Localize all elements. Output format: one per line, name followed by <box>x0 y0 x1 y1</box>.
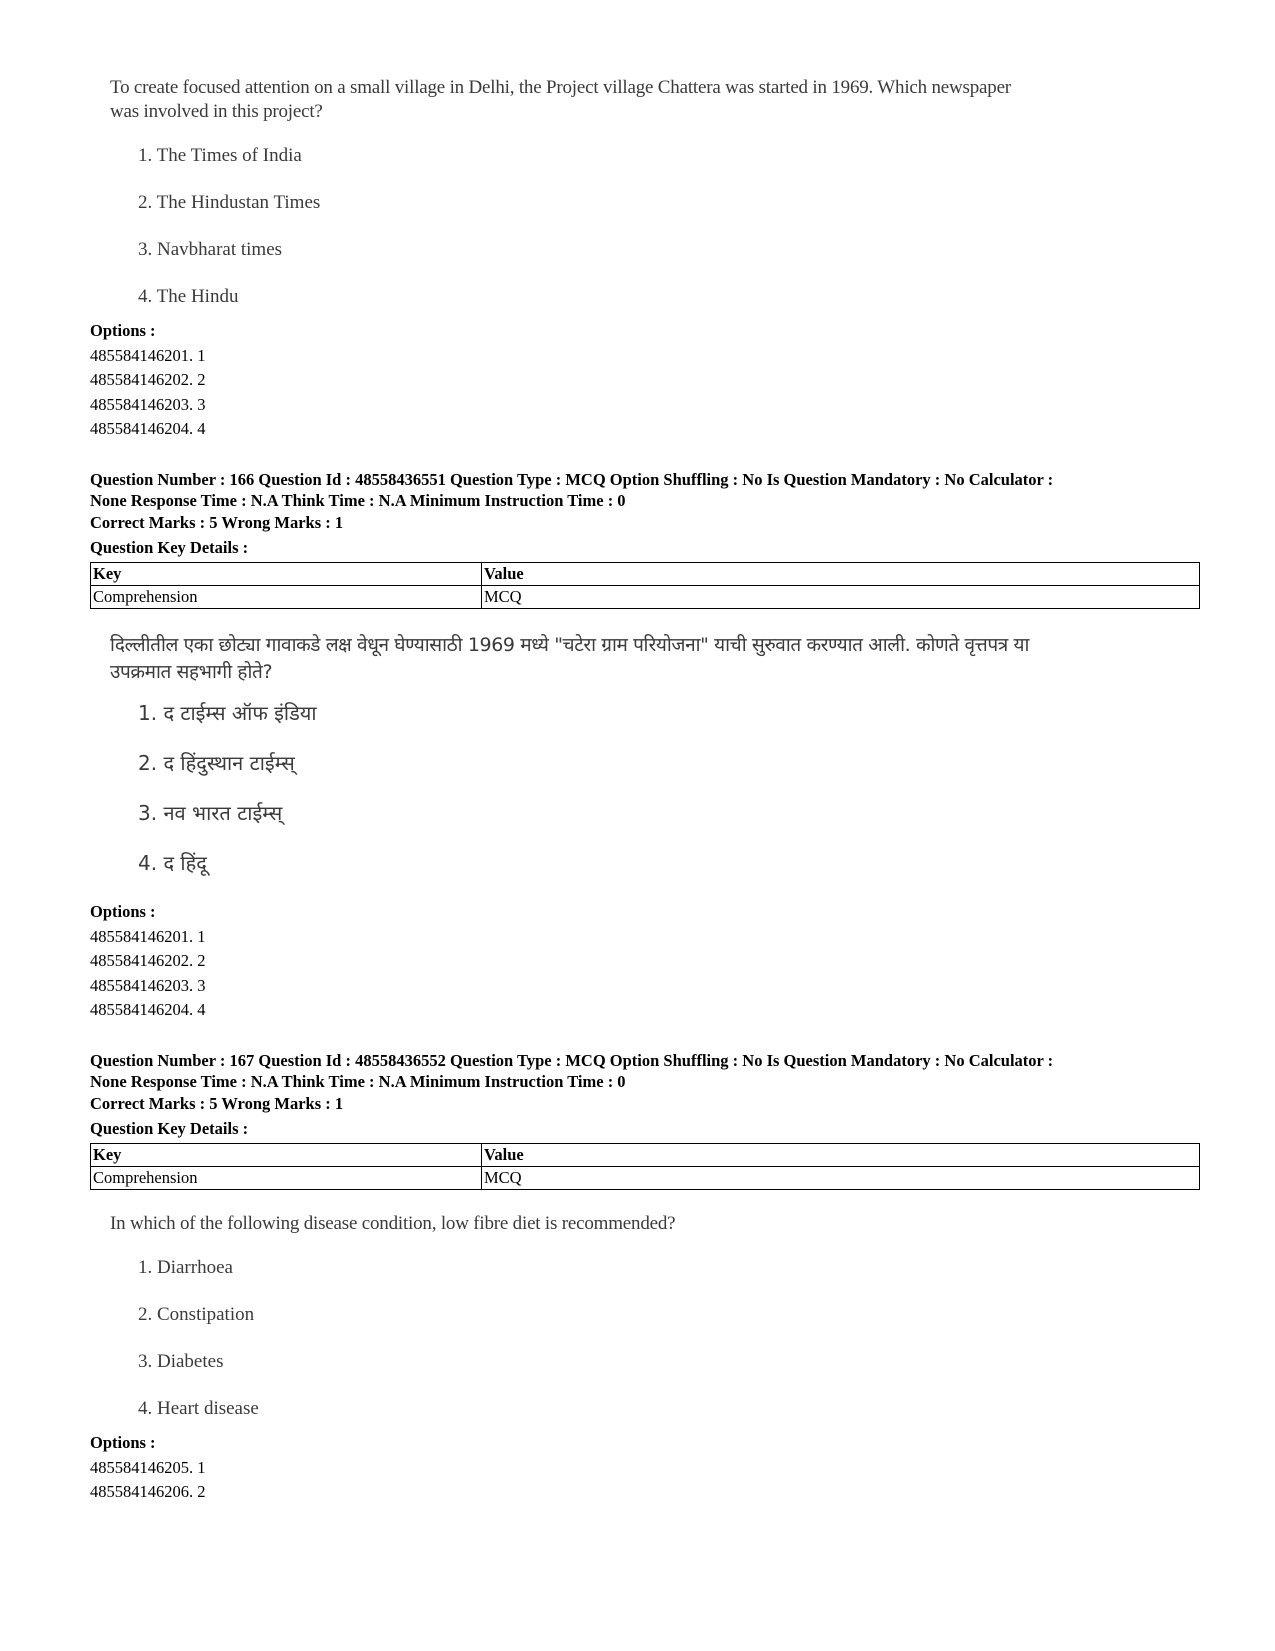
value-cell: MCQ <box>482 586 1200 609</box>
key-details-table <box>90 1143 1200 1190</box>
key-cell: Comprehension <box>91 1167 482 1190</box>
options-label: Options : <box>90 902 156 921</box>
question-option: 2. The Hindustan Times <box>138 192 321 213</box>
option-id: 485584146206. 2 <box>90 1482 206 1501</box>
option-id: 485584146201. 1 <box>90 345 206 365</box>
options-list <box>90 1431 1200 1505</box>
question-option: 1. The Times of India <box>138 145 302 166</box>
marks-line: Correct Marks : 5 Wrong Marks : 1 <box>90 1094 344 1113</box>
question-image-mr <box>110 632 1040 888</box>
key-details-label: Question Key Details : <box>90 537 249 557</box>
question-text: दिल्लीतील एका छोट्या गावाकडे लक्ष वेधून घेण्यासाठी 1969 मध्ये "चटेरा ग्राम परियोजना" याची सुरुवात करण्यात आली. कोणते वृत्तपत्र या उपक्रमात सहभागी होते? <box>110 634 1030 683</box>
question-option: 1. द टाईम्स ऑफ इंडिया <box>138 701 317 725</box>
question-option: 4. The Hindu <box>138 286 239 307</box>
option-id: 485584146204. 4 <box>90 1000 206 1019</box>
option-id: 485584146203. 3 <box>90 975 206 995</box>
key-cell: Comprehension <box>91 586 482 609</box>
question-meta-line: None Response Time : N.A Think Time : N.A Minimum Instruction Time : 0 <box>90 1072 626 1091</box>
question-meta-line: Question Number : 166 Question Id : 48558436551 Question Type : MCQ Option Shuffling : No Is Question Mandatory : No Calculator : <box>90 470 1054 489</box>
question-text: In which of the following disease condition, low fibre diet is recommended? <box>110 1213 676 1234</box>
options-list <box>90 900 1200 1023</box>
marks-line: Correct Marks : 5 Wrong Marks : 1 <box>90 513 344 532</box>
options-list <box>90 319 1200 442</box>
options-label: Options : <box>90 321 156 340</box>
question-option: 2. द हिंदुस्थान टाईम्स् <box>138 751 295 775</box>
option-id: 485584146202. 2 <box>90 370 206 389</box>
option-id: 485584146204. 4 <box>90 419 206 438</box>
question-option: 2. Constipation <box>138 1304 255 1325</box>
option-id: 485584146205. 1 <box>90 1457 206 1477</box>
question-option: 3. Navbharat times <box>138 239 283 260</box>
question-meta-166 <box>90 469 1200 609</box>
question-meta-line: None Response Time : N.A Think Time : N.A Minimum Instruction Time : 0 <box>90 491 626 510</box>
key-header: Key <box>91 1144 482 1167</box>
question-option: 3. नव भारत टाईम्स् <box>138 801 283 825</box>
question-option: 3. Diabetes <box>138 1351 224 1372</box>
value-cell: MCQ <box>482 1167 1200 1190</box>
question-option: 1. Diarrhoea <box>138 1257 233 1278</box>
question-text: To create focused attention on a small village in Delhi, the Project village Chattera was started in 1969. Which newspaper was involved in this project? <box>110 77 1011 122</box>
options-label: Options : <box>90 1433 156 1452</box>
question-image-en <box>110 76 1040 320</box>
question-option: 4. द हिंदू <box>138 851 207 875</box>
question-meta-167 <box>90 1050 1200 1190</box>
option-id: 485584146203. 3 <box>90 394 206 414</box>
question-option: 4. Heart disease <box>138 1398 259 1419</box>
question-meta-line: Question Number : 167 Question Id : 48558436552 Question Type : MCQ Option Shuffling : No Is Question Mandatory : No Calculator : <box>90 1051 1054 1070</box>
key-details-table <box>90 562 1200 609</box>
value-header: Value <box>482 1144 1200 1167</box>
option-id: 485584146202. 2 <box>90 951 206 970</box>
value-header: Value <box>482 563 1200 586</box>
key-details-label: Question Key Details : <box>90 1118 249 1138</box>
question-image-en <box>110 1212 1040 1432</box>
option-id: 485584146201. 1 <box>90 926 206 946</box>
key-header: Key <box>91 563 482 586</box>
